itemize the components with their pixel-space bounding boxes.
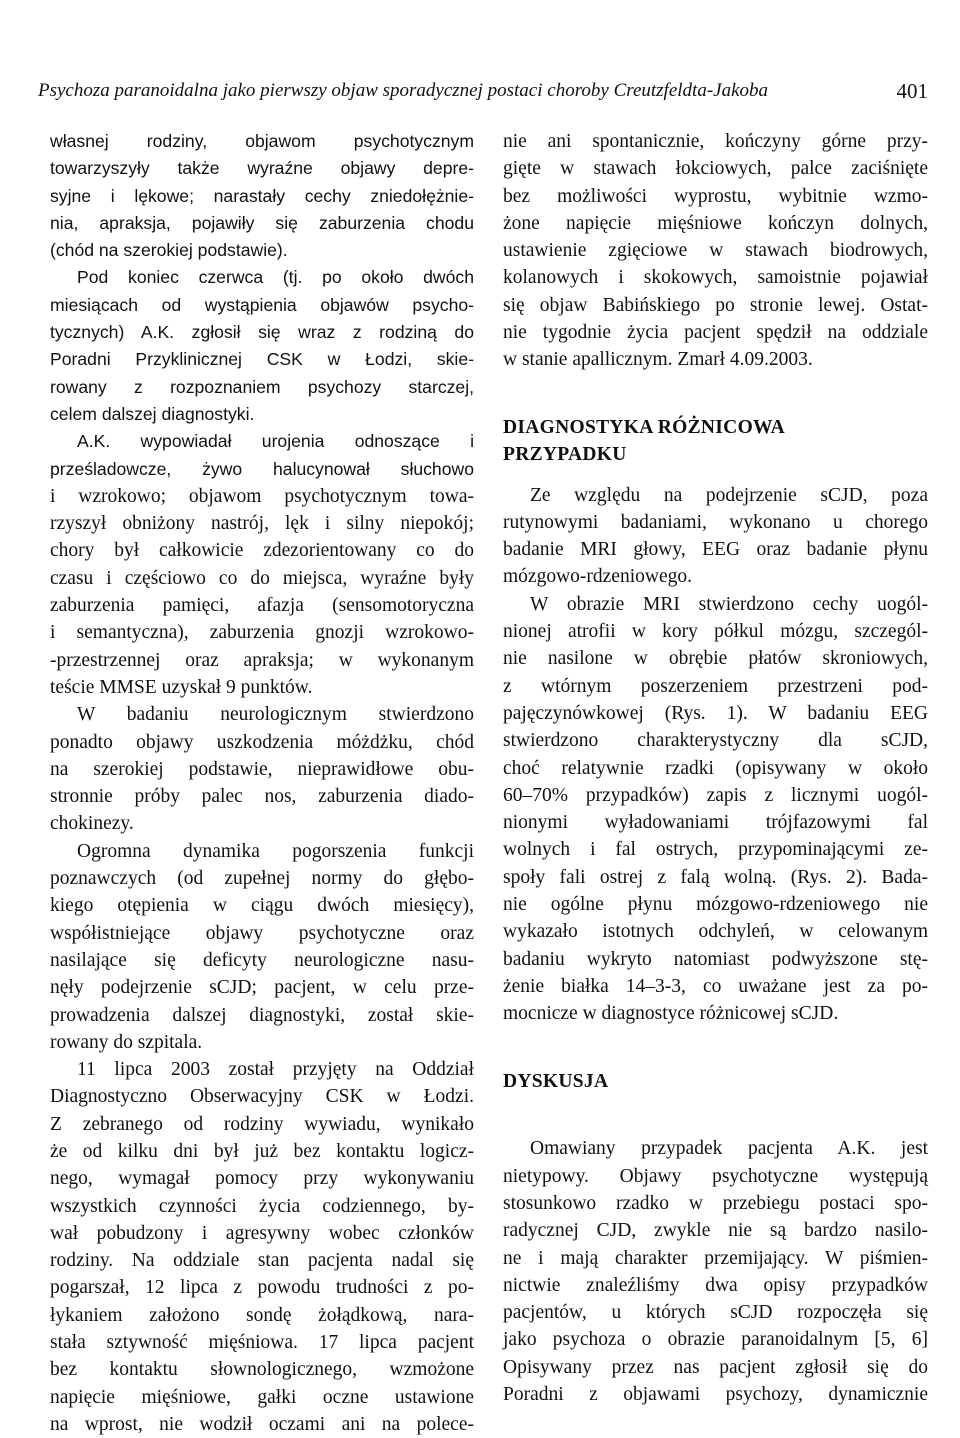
text-line: wolnych i fal ostrych, przypominającymi ze- — [503, 839, 928, 861]
text-line: Omawiany przypadek pacjenta A.K. jest — [530, 1138, 928, 1160]
text-line: towarzyszyły także wyraźne objawy depre- — [50, 158, 474, 179]
spacer — [503, 401, 928, 414]
text-line: Poradni Przyklinicznej CSK w Łodzi, skie- — [50, 349, 474, 370]
text-line: ponadto objawy uszkodzenia móżdżku, chód — [50, 731, 474, 753]
running-header — [38, 76, 928, 106]
text-line: rowany z rozpoznaniem psychozy starczej, — [50, 376, 474, 397]
text-line: społy fali ostrej z falą wolną. (Rys. 2). Bada- — [503, 866, 928, 888]
paragraph — [50, 128, 474, 264]
paragraph — [50, 701, 474, 837]
text-line: pacjentów, u których sCJD rozpoczęła się — [503, 1302, 928, 1324]
text-line: poznawczych (od zupełnej normy do głębo- — [50, 868, 474, 890]
text-line: jako psychoza o obrazie paranoidalnym [5, 6] — [503, 1329, 928, 1351]
text-line: Pod koniec czerwca (tj. po około dwóch — [77, 267, 474, 288]
text-line: bez kontaktu słownologicznego, wzmożone — [50, 1359, 474, 1381]
text-line: na szerokiej podstawie, nieprawidłowe obu- — [50, 758, 474, 780]
text-line: nionej atrofii w kory półkul mózgu, szczegól- — [503, 621, 928, 643]
spacer — [503, 1122, 928, 1135]
text-line: stała sztywność mięśniowa. 17 lipca pacjent — [50, 1332, 474, 1354]
text-line: na wprost, nie wodził oczami ani na polece- — [50, 1413, 474, 1435]
text-line: wał pobudzony i agresywny wobec członków — [50, 1222, 474, 1244]
text-line: badaniu wykryto natomiast podwyższone stę- — [503, 948, 928, 970]
text-line: łykaniem założono sondę żołądkową, nara- — [50, 1304, 474, 1326]
text-line: syjne i lękowe; narastały cechy zniedołężnie- — [50, 185, 474, 206]
text-line: celem dalszej diagnostyki. — [50, 403, 255, 424]
heading-line: DIAGNOSTYKA RÓŻNICOWA — [503, 416, 786, 438]
text-line: wszystkich czynności życia codziennego, by- — [50, 1195, 474, 1217]
text-line: rzyszył obniżony nastrój, lęk i silny niepokój; — [50, 513, 474, 535]
text-line: Ze względu na podejrzenie sCJD, poza — [530, 484, 928, 506]
text-line: wykazało istotnych odchyleń, w celowanym — [503, 921, 928, 943]
text-line: Opisywany przez nas pacjent zgłosił się do — [503, 1356, 928, 1378]
spacer — [503, 1095, 928, 1122]
text-line: i semantyczna), zaburzenia gnozji wzrokowo- — [50, 622, 474, 644]
text-line: się objaw Babińskiego po stronie lewej. Ostat- — [503, 294, 928, 316]
text-line: Poradni z objawami psychozy, dynamicznie — [503, 1384, 928, 1406]
left-column — [50, 128, 474, 1438]
text-line: nietypowy. Objawy psychotyczne występują — [503, 1165, 928, 1187]
text-line: (chód na szerokiej podstawie). — [50, 240, 288, 261]
text-line: badanie MRI głowy, EEG oraz badanie płynu — [503, 539, 928, 561]
text-line: chokinezy. — [50, 813, 134, 835]
text-line: mocnicze w diagnostyce różnicowej sCJD. — [503, 1003, 839, 1025]
text-line: A.K. wypowiadał urojenia odnoszące i — [77, 431, 474, 452]
text-line: stronnie próby palec nos, zaburzenia diado- — [50, 786, 474, 808]
text-line: żenie białka 14–3-3, co uważane jest za po- — [503, 975, 928, 997]
text-line: Z zebranego od rodziny wywiadu, wynikało — [50, 1113, 474, 1135]
text-line: pajęczynówkowej (Rys. 1). W badaniu EEG — [503, 702, 928, 724]
text-line: Ogromna dynamika pogorszenia funkcji — [77, 840, 474, 862]
text-line: choć relatywnie rzadki (opisywany w około — [503, 757, 928, 779]
text-line: kiego otępienia w ciągu dwóch miesięcy), — [50, 895, 474, 917]
right-column — [503, 128, 928, 1408]
text-line: i wzrokowo; objawom psychotycznym towa- — [50, 485, 474, 507]
spacer — [503, 1055, 928, 1068]
text-line: nie tygodnie życia pacjent spędził na oddziale — [503, 322, 928, 344]
paragraph — [50, 428, 474, 701]
paragraph — [50, 264, 474, 428]
text-line: nionymi wyładowaniami trójfazowymi fal — [503, 812, 928, 834]
spacer — [503, 1028, 928, 1055]
section-heading-diagnostics — [503, 414, 928, 469]
text-line: bez możliwości wyprostu, wybitnie wzmo- — [503, 185, 928, 207]
text-line: tycznych) A.K. zgłosił się wraz z rodziną do — [50, 322, 474, 343]
text-line: stosunkowo rzadko w przebiegu postaci spo- — [503, 1192, 928, 1214]
text-line: radycznej CJD, zwykle nie są bardzo nasilo- — [503, 1220, 928, 1242]
text-line: pogarszał, 12 lipca z powodu trudności z po- — [50, 1277, 474, 1299]
section-heading-discussion: DYSKUSJA — [503, 1070, 609, 1092]
text-line: ustawienie zgięciowe w stawach biodrowych, — [503, 240, 928, 262]
spacer — [503, 374, 928, 401]
spacer — [503, 469, 928, 482]
text-line: stwierdzono charakterystyczny dla sCJD, — [503, 730, 928, 752]
text-line: prowadzenia dalszej diagnostyki, został skie- — [50, 1004, 474, 1026]
text-line: rutynowymi badaniami, wykonano u chorego — [503, 511, 928, 533]
running-title: Psychoza paranoidalna jako pierwszy objaw sporadycznej postaci choroby Creutzfeldta-Jakoba — [38, 80, 769, 101]
heading-line: PRZYPADKU — [503, 444, 627, 466]
text-line: nasilające się deficyty neurologiczne nasu- — [50, 949, 474, 971]
text-line: chory był całkowicie zdezorientowany co do — [50, 540, 474, 562]
text-line: rodziny. Na oddziale stan pacjenta nadal się — [50, 1250, 474, 1272]
text-line: nie ani spontanicznie, kończyny górne przy- — [503, 131, 928, 152]
paragraph — [503, 591, 928, 1028]
text-line: nie nasilone w obrębie płatów skroniowych, — [503, 648, 928, 670]
paragraph — [503, 128, 928, 374]
text-line: że od kilku dni był już bez kontaktu logicz- — [50, 1140, 474, 1162]
text-line: W badaniu neurologicznym stwierdzono — [77, 704, 474, 726]
text-line: nie ogólne płynu mózgowo-rdzeniowego nie — [503, 894, 928, 916]
text-line: kolanowych i skokowych, samoistnie pojawiał — [503, 267, 928, 289]
text-line: nego, wymagał pomocy przy wykonywaniu — [50, 1168, 474, 1190]
text-line: mózgowo-rdzeniowego. — [503, 566, 692, 588]
page-number: 401 — [896, 79, 928, 103]
paragraph — [503, 482, 928, 591]
text-line: czasu i częściowo co do miejsca, wyraźne były — [50, 567, 474, 589]
text-line: współistniejące objawy psychotyczne oraz — [50, 922, 474, 944]
text-line: nęły podejrzenie sCJD; pacjent, w celu prze- — [50, 977, 474, 999]
text-line: nictwie znaleźliśmy dwa opisy przypadków — [503, 1274, 928, 1296]
paragraph — [503, 1135, 928, 1408]
text-line: w stanie apallicznym. Zmarł 4.09.2003. — [503, 349, 813, 371]
text-line: zaburzenia pamięci, afazja (sensomotoryczna — [50, 595, 474, 617]
paragraph — [50, 1056, 474, 1438]
text-line: Diagnostyczno Obserwacyjny CSK w Łodzi. — [50, 1086, 474, 1108]
text-line: nia, apraksja, pojawiły się zaburzenia chodu — [50, 212, 474, 233]
paragraph — [50, 838, 474, 1056]
text-line: miesiącach od wystąpienia objawów psycho- — [50, 294, 474, 315]
text-line: gięte w stawach łokciowych, palce zaciśnięte — [503, 158, 928, 180]
text-line: napięcie mięśniowe, gałki oczne ustawione — [50, 1386, 474, 1408]
text-line: ne i mają charakter przemijający. W piśmien- — [503, 1247, 928, 1269]
text-line: rowany do szpitala. — [50, 1031, 203, 1053]
text-line: -przestrzennej oraz apraksja; w wykonanym — [50, 649, 474, 671]
text-line: W obrazie MRI stwierdzono cechy uogól- — [530, 593, 928, 615]
text-line: z wtórnym poszerzeniem przestrzeni pod- — [503, 675, 928, 697]
text-line: prześladowcze, żywo halucynował słuchowo — [50, 458, 474, 479]
text-line: żone napięcie mięśniowe kończyn dolnych, — [503, 212, 928, 234]
text-line: teście MMSE uzyskał 9 punktów. — [50, 676, 313, 698]
text-line: 11 lipca 2003 został przyjęty na Oddział — [77, 1059, 474, 1081]
text-line: własnej rodziny, objawom psychotycznym — [50, 131, 474, 151]
text-line: 60–70% przypadków) zapis z licznymi uogól- — [503, 784, 928, 806]
